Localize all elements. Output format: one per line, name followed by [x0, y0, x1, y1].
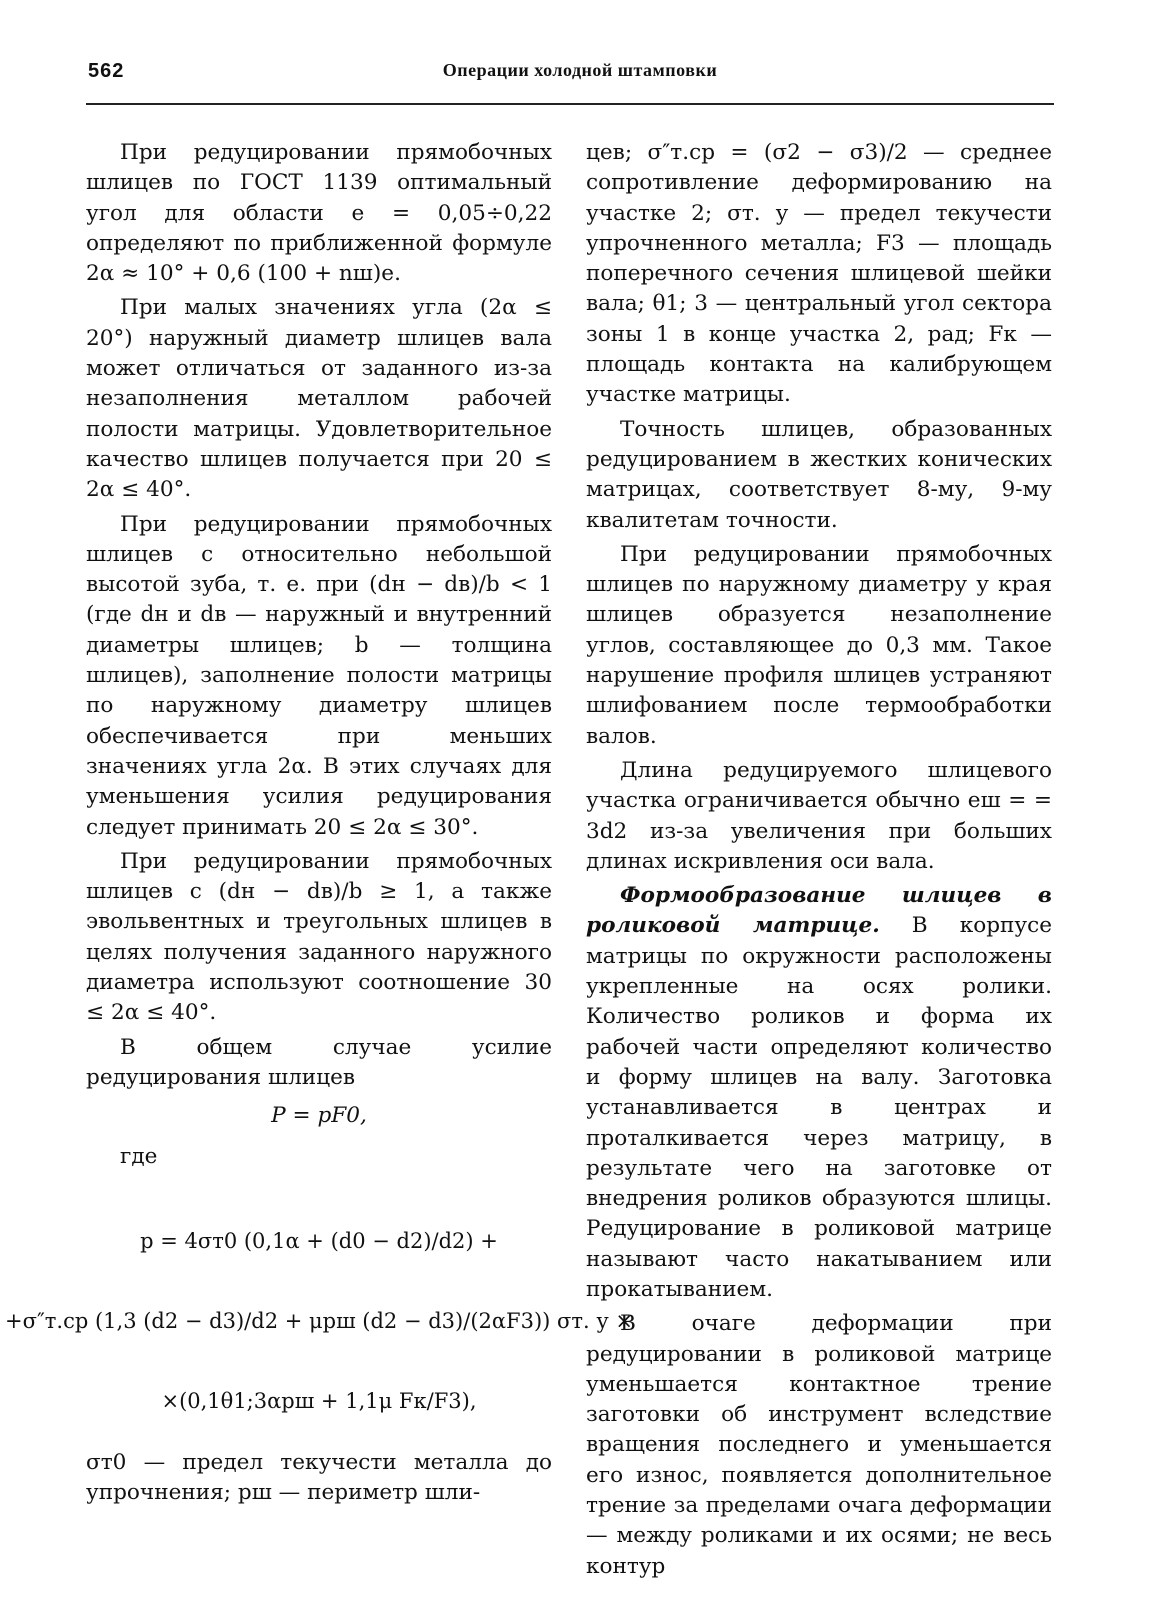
pressure-formula [5, 1178, 633, 1448]
right-column [586, 138, 1052, 1586]
page-number: 562 [88, 60, 125, 82]
formula-line-2: +σ″т.ср (1,3 (d2 − d3)/d2 + μpш (d2 − d3)/(2αF3)) σт. у × [5, 1308, 633, 1333]
paragraph [586, 881, 1052, 1305]
paragraph: При редуцировании прямобочных шлицев по наружному диаметру у края шлицев образуется незаполнение углов, составляющее до 0,3 мм. Такое нарушение профиля шлицев устраняют шлифованием после термообработки валов. [586, 541, 1052, 749]
paragraph: В общем случае усилие редуцирования шлицев [86, 1034, 552, 1090]
force-formula: P = pF0, [271, 1103, 367, 1129]
paragraph: цев; σ″т.ср = (σ2 − σ3)/2 — среднее сопротивление деформированию на участке 2; σт. у — предел текучести упрочненного металла; F3 — площадь поперечного сечения шлицевой шейки вала; θ1; 3 — центральный угол сектора зоны 1 в конце участка 2, рад; Fк — площадь контакта на калибрующем участке матрицы. [586, 140, 1052, 408]
paragraph: При редуцировании прямобочных шлицев с относительно небольшой высотой зуба, т. е. при (dн − dв)/b < 1 (где dн и dв — наружный и внутренний диаметры шлицев; b — толщина шлицев), заполнение полости матрицы по наружному диаметру шлицев обеспечивается при меньших значениях угла 2α. В этих случаях для уменьшения усилия редуцирования следует принимать 20 ≤ 2α ≤ 30°. [86, 511, 552, 840]
running-title: Операции холодной штамповки [442, 60, 718, 80]
formula-line-3: ×(0,1θ1;3αpш + 1,1μ Fк/F3), [161, 1388, 477, 1413]
paragraph: При малых значениях угла (2α ≤ 20°) наружный диаметр шлицев вала может отличаться от заданного из-за незаполнения металлом рабочей полости матрицы. Удовлетворительное качество шлицев получается при 20 ≤ 2α ≤ 40°. [86, 295, 552, 503]
paragraph: Длина редуцируемого шлицевого участка ограничивается обычно eш = = 3d2 из-за увеличения при больших длинах искривления оси вала. [586, 757, 1052, 874]
paragraph-body: В корпусе матрицы по окружности расположены укрепленные на осях ролики. Количество роликов и форма их рабочей части определяют количество и форму шлицев на валу. Заготовка устанавливается в центрах и проталкивается через матрицу, в результате чего на заготовке от внедрения роликов образуются шлицы. Редуцирование в роликовой матрице называют часто накатыванием или прокатыванием. [586, 913, 1052, 1302]
paragraph: Точность шлицев, образованных редуцированием в жестких конических матрицах, соответствует 8-му, 9-му квалитетам точности. [586, 416, 1052, 533]
paragraph: При редуцировании прямобочных шлицев по ГОСТ 1139 оптимальный угол для области e = 0,05÷0,22 определяют по приближенной формуле 2α ≈ 10° + 0,6 (100 + nш)e. [86, 140, 552, 287]
formula-line-1: p = 4σт0 (0,1α + (d0 − d2)/d2) + [140, 1228, 498, 1253]
header-rule [86, 103, 1054, 105]
where-label: где [120, 1143, 158, 1169]
left-column [5, 138, 633, 1512]
paragraph: При редуцировании прямобочных шлицев с (dн − dв)/b ≥ 1, а также эвольвентных и треугольных шлицев в целях получения заданного наружного диаметра используют соотношение 30 ≤ 2α ≤ 40°. [86, 848, 552, 1026]
section-heading: Формообразование шлицев в роликовой матрице. [586, 883, 1052, 939]
paragraph: В очаге деформации при редуцировании в роликовой матрице уменьшается контактное трение заготовки об инструмент вследствие вращения последнего и уменьшается его износ, появляется дополнительное трение за пределами очага деформации — между роликами и их осями; не весь контур [586, 1311, 1052, 1579]
paragraph: σт0 — предел текучести металла до упрочнения; pш — периметр шли- [86, 1449, 552, 1506]
